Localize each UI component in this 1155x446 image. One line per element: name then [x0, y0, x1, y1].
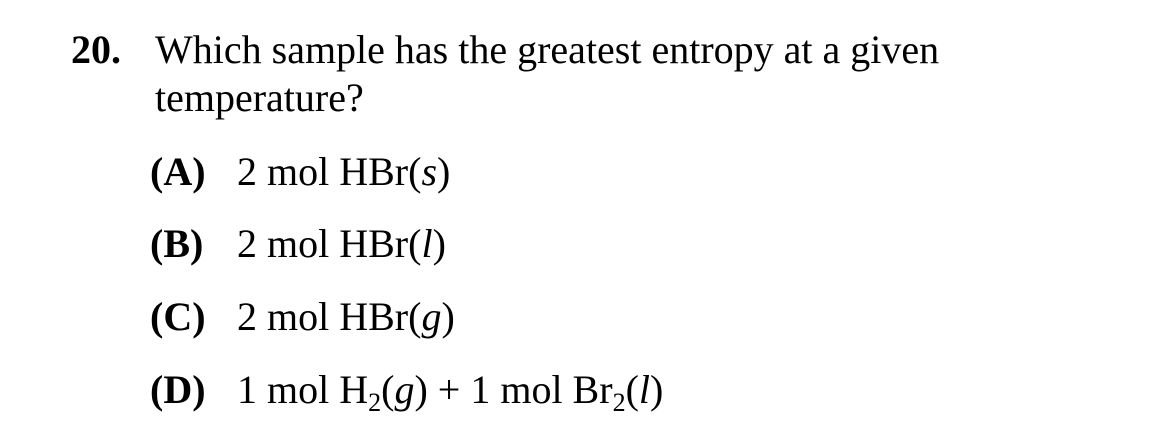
- choice-letter-d: (D): [150, 367, 206, 412]
- choice-a-state: s: [421, 149, 438, 194]
- choice-a-formula: 2 mol HBr(: [237, 149, 422, 194]
- choice-letter-a: (A): [150, 149, 206, 194]
- choice-b-formula: 2 mol HBr(: [237, 221, 422, 266]
- choice-d-sub-1: 2: [368, 388, 382, 417]
- question-number: 20.: [71, 27, 121, 72]
- choice-c-formula: 2 mol HBr(: [237, 294, 422, 339]
- choice-c-close: ): [441, 294, 455, 339]
- choice-a-close: ): [437, 149, 451, 194]
- choice-d-open-1: (: [381, 367, 395, 412]
- choice-d-state-1: g: [394, 367, 415, 412]
- question-stem: [155, 26, 1055, 122]
- choice-d-close-2: ): [650, 367, 664, 412]
- choice-b-close: ): [432, 221, 446, 266]
- choice-d-open-2: (: [625, 367, 639, 412]
- choice-letter-c: (C): [150, 294, 206, 339]
- choice-text-c: [237, 292, 455, 342]
- question-stem-line-2: temperature?: [155, 75, 364, 120]
- question-stem-line-1: Which sample has the greatest entropy at a given: [155, 27, 940, 72]
- choice-d-bromine: ) + 1 mol Br: [414, 367, 613, 412]
- choice-d-state-2: l: [638, 367, 651, 412]
- choice-b-state: l: [421, 221, 433, 266]
- choice-c-state: g: [421, 294, 442, 339]
- choice-text-d: [237, 365, 663, 420]
- choice-text-a: [237, 147, 450, 197]
- choice-text-b: [237, 219, 446, 269]
- choice-d-hydrogen: 1 mol H: [237, 367, 369, 412]
- choice-letter-b: (B): [150, 221, 204, 266]
- choice-d-sub-2: 2: [612, 388, 626, 417]
